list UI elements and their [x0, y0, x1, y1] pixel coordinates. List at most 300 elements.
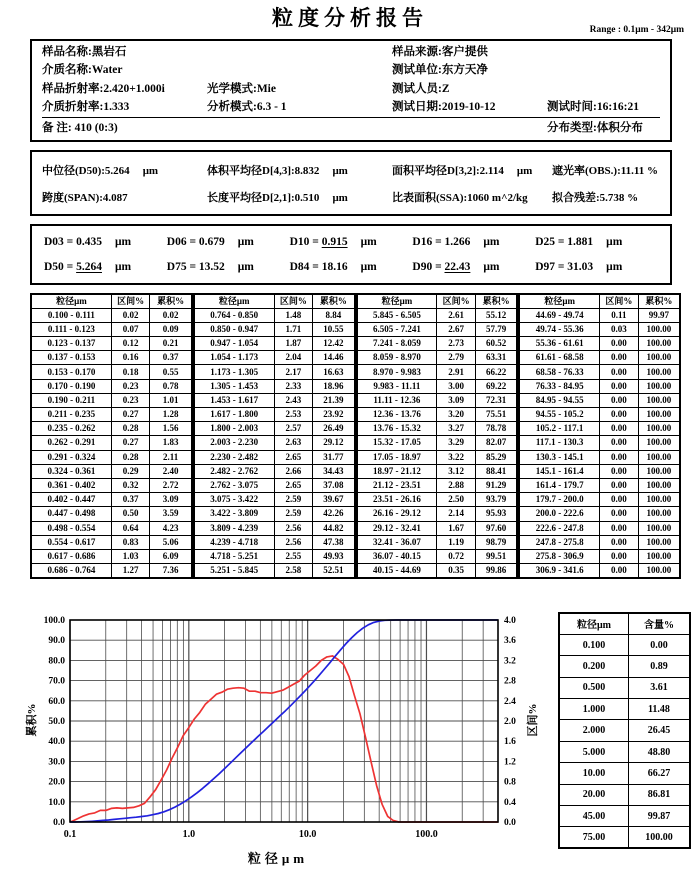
summary-text: 比表面积(SSA):1060 m^2/kg	[392, 191, 528, 204]
table-row	[559, 656, 690, 677]
interval-cell: 2.50	[437, 493, 476, 507]
cumulative-cell: 72.31	[475, 393, 517, 407]
cumulative-cell: 100.00	[638, 337, 680, 351]
interval-cell: 0.18	[111, 365, 150, 379]
distribution-subtable	[356, 293, 519, 579]
interval-cell: 0.00	[600, 549, 639, 563]
size-range-cell: 0.137 - 0.153	[31, 351, 111, 365]
percentile-value: 0.435	[76, 236, 102, 249]
table-cell: 2.000	[559, 720, 628, 741]
x-axis-tick-label: 1.0	[182, 829, 196, 840]
percentile-name: D06 =	[166, 236, 199, 249]
cumulative-cell: 29.12	[313, 436, 355, 450]
percentile-name: D97 =	[535, 260, 568, 273]
cumulative-cell: 60.52	[475, 337, 517, 351]
size-range-cell: 0.262 - 0.291	[31, 436, 111, 450]
cumulative-cell: 100.00	[638, 535, 680, 549]
size-range-cell: 1.617 - 1.800	[194, 408, 274, 422]
cumulative-cell: 16.63	[313, 365, 355, 379]
info-field: 备 注: 410 (0:3)	[42, 122, 118, 134]
percentile-name: D90 =	[412, 260, 445, 273]
percentile-box	[30, 224, 672, 285]
size-range-cell: 1.800 - 2.003	[194, 422, 274, 436]
column-header: 区间%	[111, 294, 150, 308]
cumulative-cell: 66.22	[475, 365, 517, 379]
size-range-cell: 0.947 - 1.054	[194, 337, 274, 351]
interval-cell: 0.00	[600, 422, 639, 436]
table-row	[194, 351, 355, 365]
size-range-cell: 200.0 - 222.6	[519, 507, 599, 521]
summary-row	[42, 189, 660, 205]
size-range-cell: 2.003 - 2.230	[194, 436, 274, 450]
cumulative-cell: 100.00	[638, 408, 680, 422]
summary-row	[42, 162, 660, 178]
column-header: 含量%	[628, 613, 690, 634]
cumulative-cell: 2.40	[150, 464, 192, 478]
interval-cell: 1.03	[111, 549, 150, 563]
table-row	[357, 322, 518, 336]
interval-cell: 2.88	[437, 478, 476, 492]
header-row	[357, 294, 518, 308]
cumulative-cell: 0.21	[150, 337, 192, 351]
size-range-cell: 0.111 - 0.123	[31, 322, 111, 336]
interval-cell: 2.17	[274, 365, 313, 379]
interval-cell: 0.72	[437, 549, 476, 563]
size-range-cell: 15.32 - 17.05	[357, 436, 437, 450]
table-row	[559, 784, 690, 805]
column-header: 累积%	[313, 294, 355, 308]
cumulative-cell: 2.11	[150, 450, 192, 464]
table-cell: 86.81	[628, 784, 690, 805]
table-row	[194, 464, 355, 478]
interval-cell: 0.07	[111, 322, 150, 336]
percentile-value: 1.266	[444, 236, 471, 249]
size-range-cell: 117.1 - 130.3	[519, 436, 599, 450]
left-axis-tick-label: 40.0	[48, 737, 65, 748]
size-range-cell: 161.4 - 179.7	[519, 478, 599, 492]
interval-cell: 0.00	[600, 507, 639, 521]
table-row	[357, 379, 518, 393]
interval-cell: 0.02	[111, 308, 150, 322]
header-row	[31, 294, 192, 308]
table-row	[194, 308, 355, 322]
cumulative-cell: 78.78	[475, 422, 517, 436]
interval-cell: 3.00	[437, 379, 476, 393]
summary-text: 长度平均径D[2,1]:0.510	[207, 191, 320, 204]
summary-text: 拟合残差:5.738 %	[552, 191, 639, 204]
size-range-cell: 44.69 - 49.74	[519, 308, 599, 322]
cumulative-cell: 63.31	[475, 351, 517, 365]
left-axis-tick-label: 100.0	[43, 616, 65, 626]
table-row	[31, 365, 192, 379]
cumulative-cell: 97.60	[475, 521, 517, 535]
table-row	[559, 699, 690, 720]
interval-cell: 3.20	[437, 408, 476, 422]
interval-cell: 0.50	[111, 507, 150, 521]
table-row	[559, 677, 690, 698]
cumulative-cell: 7.36	[150, 564, 192, 578]
interval-cell: 0.32	[111, 478, 150, 492]
right-axis-tick-label: 0.4	[504, 797, 516, 808]
left-axis-tick-label: 90.0	[48, 636, 65, 647]
cumulative-cell: 4.23	[150, 521, 192, 535]
table-row	[519, 507, 680, 521]
cumulative-cell: 88.41	[475, 464, 517, 478]
header-row	[194, 294, 355, 308]
cumulative-cell: 98.79	[475, 535, 517, 549]
right-axis-tick-label: 2.0	[504, 717, 516, 727]
interval-cell: 1.67	[437, 521, 476, 535]
table-row	[31, 393, 192, 407]
table-row	[519, 564, 680, 578]
table-row	[31, 408, 192, 422]
table-row	[194, 365, 355, 379]
info-field: 分布类型:体积分布	[547, 122, 643, 134]
table-row	[357, 365, 518, 379]
cumulative-cell: 100.00	[638, 507, 680, 521]
info-row	[42, 81, 660, 98]
table-row	[31, 422, 192, 436]
cumulative-cell: 99.97	[638, 308, 680, 322]
table-row	[357, 507, 518, 521]
table-cell: 100.00	[628, 827, 690, 848]
table-row	[31, 436, 192, 450]
table-row	[31, 478, 192, 492]
table-row	[31, 337, 192, 351]
interval-cell: 0.28	[111, 450, 150, 464]
table-row	[519, 393, 680, 407]
cumulative-cell: 99.51	[475, 549, 517, 563]
info-field: 样品来源:客户提供	[392, 46, 488, 58]
interval-cell: 2.53	[274, 408, 313, 422]
interval-cell: 2.67	[437, 322, 476, 336]
percentile-name: D03 =	[44, 236, 77, 249]
column-header: 累积%	[638, 294, 680, 308]
unit-label: μm	[483, 260, 500, 273]
size-range-cell: 4.239 - 4.718	[194, 535, 274, 549]
x-axis-tick-label: 0.1	[63, 829, 77, 840]
table-row	[357, 493, 518, 507]
column-header: 累积%	[475, 294, 517, 308]
cumulative-cell: 0.78	[150, 379, 192, 393]
table-row	[194, 535, 355, 549]
size-range-cell: 0.554 - 0.617	[31, 535, 111, 549]
cumulative-cell: 100.00	[638, 464, 680, 478]
cumulative-cell: 49.93	[313, 549, 355, 563]
cumulative-cell: 100.00	[638, 393, 680, 407]
table-row	[519, 379, 680, 393]
percentile-field	[44, 236, 167, 248]
size-range-cell: 0.764 - 0.850	[194, 308, 274, 322]
distribution-table	[30, 293, 681, 579]
info-row	[42, 44, 660, 61]
cumulative-cell: 39.67	[313, 493, 355, 507]
size-range-cell: 9.983 - 11.11	[357, 379, 437, 393]
cumulative-cell: 100.00	[638, 436, 680, 450]
table-row	[519, 365, 680, 379]
distribution-subtable	[518, 293, 681, 579]
cumulative-cell: 23.92	[313, 408, 355, 422]
right-axis-tick-label: 2.4	[504, 696, 516, 707]
interval-cell: 0.00	[600, 365, 639, 379]
info-field	[547, 62, 660, 79]
interval-cell: 2.66	[274, 464, 313, 478]
interval-cell: 0.00	[600, 393, 639, 407]
sample-info-box	[30, 39, 672, 142]
cumulative-cell: 3.59	[150, 507, 192, 521]
right-axis-tick-label: 3.6	[504, 636, 516, 647]
size-range-cell: 0.447 - 0.498	[31, 507, 111, 521]
info-row	[42, 117, 660, 137]
cumulative-cell: 93.79	[475, 493, 517, 507]
size-range-cell: 105.2 - 117.1	[519, 422, 599, 436]
interval-cell: 2.63	[274, 436, 313, 450]
cumulative-cell: 10.55	[313, 322, 355, 336]
cumulative-cell: 99.86	[475, 564, 517, 578]
table-row	[31, 379, 192, 393]
table-row	[357, 422, 518, 436]
interval-cell: 0.00	[600, 464, 639, 478]
cumulative-cell: 31.77	[313, 450, 355, 464]
table-cell: 20.00	[559, 784, 628, 805]
info-field: 介质名称:Water	[42, 64, 123, 77]
percentile-field	[535, 236, 658, 248]
cumulative-cell: 21.39	[313, 393, 355, 407]
interval-cell: 2.55	[274, 549, 313, 563]
column-header: 粒径μm	[194, 294, 274, 308]
size-range-cell: 29.12 - 32.41	[357, 521, 437, 535]
table-row	[194, 521, 355, 535]
table-row	[357, 450, 518, 464]
size-range-cell: 5.845 - 6.505	[357, 308, 437, 322]
cumulative-cell: 37.08	[313, 478, 355, 492]
interval-cell: 1.71	[274, 322, 313, 336]
table-row	[194, 379, 355, 393]
cumulative-cell: 100.00	[638, 422, 680, 436]
cumulative-cell: 1.56	[150, 422, 192, 436]
interval-cell: 2.33	[274, 379, 313, 393]
right-axis-tick-label: 2.8	[504, 676, 516, 687]
unit-label: μm	[360, 260, 377, 273]
cumulative-cell: 5.06	[150, 535, 192, 549]
info-field	[547, 81, 660, 98]
cumulative-cell: 55.12	[475, 308, 517, 322]
table-cell: 99.87	[628, 806, 690, 827]
column-header: 区间%	[600, 294, 639, 308]
summary-field	[42, 162, 207, 178]
table-row	[31, 564, 192, 578]
cumulative-cell: 82.07	[475, 436, 517, 450]
interval-cell: 3.27	[437, 422, 476, 436]
percentile-field	[167, 236, 290, 248]
cumulative-cell: 0.09	[150, 322, 192, 336]
range-note: Range : 0.1μm - 342μm	[589, 25, 684, 35]
cumulative-cell: 1.28	[150, 408, 192, 422]
summary-text: 跨度(SPAN):4.087	[42, 191, 128, 204]
percentile-value: 13.52	[198, 260, 225, 273]
table-row	[559, 741, 690, 762]
interval-cell: 2.56	[274, 535, 313, 549]
table-cell: 26.45	[628, 720, 690, 741]
cumulative-cell: 57.79	[475, 322, 517, 336]
percentile-value: 22.43	[444, 260, 471, 273]
unit-label: μm	[142, 164, 159, 177]
right-axis-tick-label: 0.8	[504, 777, 516, 788]
size-range-cell: 0.153 - 0.170	[31, 365, 111, 379]
size-range-cell: 145.1 - 161.4	[519, 464, 599, 478]
table-row	[519, 450, 680, 464]
size-range-cell: 0.170 - 0.190	[31, 379, 111, 393]
cumulative-cell: 14.46	[313, 351, 355, 365]
percentile-name: D75 =	[166, 260, 199, 273]
table-cell: 10.00	[559, 763, 628, 784]
interval-cell: 0.27	[111, 408, 150, 422]
table-row	[31, 549, 192, 563]
table-row	[357, 408, 518, 422]
percentile-value: 18.16	[321, 260, 348, 273]
table-row	[519, 351, 680, 365]
summary-box	[30, 150, 672, 216]
size-range-cell: 2.230 - 2.482	[194, 450, 274, 464]
info-field	[207, 44, 392, 61]
interval-cell: 2.65	[274, 478, 313, 492]
size-range-cell: 0.617 - 0.686	[31, 549, 111, 563]
size-range-cell: 0.686 - 0.764	[31, 564, 111, 578]
summary-text: 面积平均径D[3,2]:2.114	[392, 164, 504, 177]
interval-cell: 0.28	[111, 422, 150, 436]
x-axis-tick-label: 100.0	[415, 829, 438, 840]
size-range-cell: 130.3 - 145.1	[519, 450, 599, 464]
unit-label: μm	[332, 164, 348, 177]
size-range-cell: 5.251 - 5.845	[194, 564, 274, 578]
interval-cell: 1.48	[274, 308, 313, 322]
percentile-field	[290, 236, 413, 248]
interval-cell: 0.16	[111, 351, 150, 365]
table-row	[519, 322, 680, 336]
size-range-cell: 8.059 - 8.970	[357, 351, 437, 365]
table-row	[194, 507, 355, 521]
table-row	[194, 450, 355, 464]
content-table	[558, 612, 691, 849]
table-row	[519, 493, 680, 507]
percentile-field	[290, 261, 413, 273]
table-row	[559, 720, 690, 741]
size-range-cell: 247.8 - 275.8	[519, 535, 599, 549]
summary-text: 体积平均径D[4,3]:8.832	[207, 164, 320, 177]
column-header: 粒径μm	[31, 294, 111, 308]
unit-label: μm	[606, 260, 623, 273]
table-cell: 0.500	[559, 677, 628, 698]
info-field: 测试时间:16:16:21	[547, 100, 639, 113]
summary-field	[42, 189, 207, 205]
interval-cell: 0.00	[600, 436, 639, 450]
table-row	[194, 337, 355, 351]
size-range-cell: 2.482 - 2.762	[194, 464, 274, 478]
info-field: 光学模式:Mie	[207, 82, 276, 95]
cumulative-cell: 100.00	[638, 450, 680, 464]
interval-cell: 0.23	[111, 393, 150, 407]
percentile-name: D84 =	[289, 260, 322, 273]
interval-cell: 2.91	[437, 365, 476, 379]
summary-text: 中位径(D50):5.264	[42, 164, 130, 177]
percentile-name: D25 =	[535, 236, 568, 249]
interval-cell: 0.23	[111, 379, 150, 393]
interval-cell: 2.65	[274, 450, 313, 464]
table-cell: 0.89	[628, 656, 690, 677]
table-row	[519, 549, 680, 563]
cumulative-cell: 100.00	[638, 379, 680, 393]
cumulative-cell: 75.51	[475, 408, 517, 422]
interval-cell: 3.22	[437, 450, 476, 464]
unit-label: μm	[606, 236, 623, 249]
table-cell: 75.00	[559, 827, 628, 848]
table-cell: 5.000	[559, 741, 628, 762]
right-axis-tick-label: 1.2	[504, 757, 516, 768]
interval-cell: 2.73	[437, 337, 476, 351]
cumulative-cell: 95.93	[475, 507, 517, 521]
cumulative-cell: 6.09	[150, 549, 192, 563]
page-title: 粒度分析报告	[272, 6, 428, 30]
table-cell: 0.200	[559, 656, 628, 677]
right-axis-tick-label: 1.6	[504, 737, 516, 748]
size-range-cell: 13.76 - 15.32	[357, 422, 437, 436]
cumulative-cell: 100.00	[638, 493, 680, 507]
table-row	[194, 422, 355, 436]
cumulative-cell: 1.01	[150, 393, 192, 407]
size-range-cell: 3.075 - 3.422	[194, 493, 274, 507]
size-range-cell: 84.95 - 94.55	[519, 393, 599, 407]
table-row	[194, 564, 355, 578]
size-range-cell: 8.970 - 9.983	[357, 365, 437, 379]
cumulative-cell: 1.83	[150, 436, 192, 450]
size-range-cell: 1.453 - 1.617	[194, 393, 274, 407]
header-row	[559, 613, 690, 634]
interval-cell: 0.35	[437, 564, 476, 578]
table-row	[357, 337, 518, 351]
cumulative-cell: 100.00	[638, 351, 680, 365]
size-range-cell: 55.36 - 61.61	[519, 337, 599, 351]
interval-cell: 0.37	[111, 493, 150, 507]
table-row	[357, 521, 518, 535]
size-range-cell: 0.361 - 0.402	[31, 478, 111, 492]
summary-field	[392, 189, 552, 205]
cumulative-cell: 34.43	[313, 464, 355, 478]
size-range-cell: 1.305 - 1.453	[194, 379, 274, 393]
cumulative-cell: 18.96	[313, 379, 355, 393]
unit-label: μm	[332, 191, 348, 204]
size-range-cell: 76.33 - 84.95	[519, 379, 599, 393]
interval-cell: 0.64	[111, 521, 150, 535]
percentile-value: 0.679	[198, 236, 225, 249]
size-range-cell: 21.12 - 23.51	[357, 478, 437, 492]
size-range-cell: 306.9 - 341.6	[519, 564, 599, 578]
size-range-cell: 0.235 - 0.262	[31, 422, 111, 436]
size-range-cell: 1.173 - 1.305	[194, 365, 274, 379]
summary-field	[207, 162, 392, 178]
interval-cell: 1.19	[437, 535, 476, 549]
column-header: 粒径μm	[357, 294, 437, 308]
info-field: 测试单位:东方天净	[392, 64, 488, 77]
size-range-cell: 17.05 - 18.97	[357, 450, 437, 464]
unit-label: μm	[516, 164, 533, 177]
info-field	[547, 44, 660, 61]
size-range-cell: 49.74 - 55.36	[519, 322, 599, 336]
table-row	[519, 521, 680, 535]
column-header: 粒径μm	[519, 294, 599, 308]
cumulative-cell: 44.82	[313, 521, 355, 535]
table-row	[519, 436, 680, 450]
interval-cell: 2.56	[274, 521, 313, 535]
